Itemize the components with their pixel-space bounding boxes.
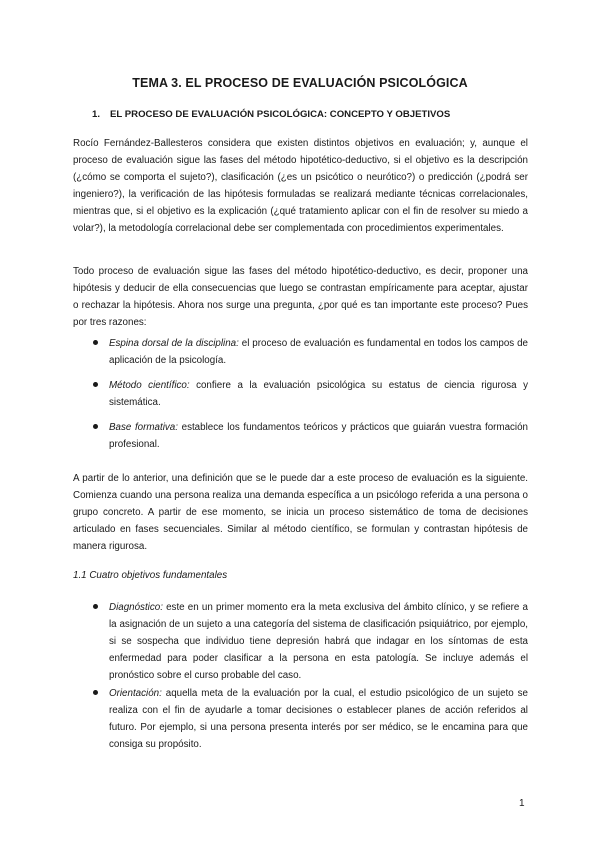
- list-item-term: Orientación:: [109, 688, 162, 699]
- list-item-body: el proceso de evaluación es fundamental en todos los campos de aplicación de la psicología.: [109, 338, 528, 366]
- list-item-text: [109, 377, 528, 411]
- document-title: TEMA 3. EL PROCESO DE EVALUACIÓN PSICOLÓGICA: [132, 76, 468, 90]
- section-heading-text: EL PROCESO DE EVALUACIÓN PSICOLÓGICA: CONCEPTO Y OBJETIVOS: [110, 109, 451, 120]
- list-item-body: este en un primer momento era la meta exclusiva del ámbito clínico, y se refiere a la asignación de un sujeto a una categoría del sistema de clasificación psiquiátrico, por ejemplo, si se sospecha que individuo tiene depresión habrá que indagar en los síntomas de esta enfermedad para poder clasificar a la persona en esta patología. Se incluye además el pronóstico sobre el curso probable del caso.: [109, 602, 528, 681]
- paragraph-definition: A partir de lo anterior, una definición que se le puede dar a este proceso de evaluación es la siguiente. Comienza cuando una persona realiza una demanda específica a un psicólogo referida a una persona o grupo concreto. A partir de ese momento, se inicia un proceso sistemático de toma de decisiones articulado en fases secuenciales. Similar al método científico, se formulan y contrastan hipótesis de manera rigurosa.: [73, 473, 528, 552]
- bullet-icon: [93, 424, 98, 429]
- bullet-icon: [93, 690, 98, 695]
- page-number: 1: [519, 798, 525, 809]
- list-item-body: establece los fundamentos teóricos y prácticos que guiarán vuestra formación profesional.: [109, 422, 528, 450]
- section-heading: [92, 109, 450, 120]
- list-item-text: [109, 419, 528, 453]
- paragraph-intro: Rocío Fernández-Ballesteros considera que existen distintos objetivos en evaluación; y, aunque el proceso de evaluación sigue las fases del método hipotético-deductivo, si el objetivo es la descripción (¿cómo se comporta el sujeto?), clasificación (¿es un psicótico o neurótico?) o predicción (¿podrá ser ingeniero?), la verificación de las hipótesis formuladas se realizará mediante técnicas correlacionales, mientras que, si el objetivo es la explicación (¿qué tratamiento aplicar con el fin de resolver su miedo a volar?), la metodología correlacional debe ser complementada con procedimientos experimentales.: [73, 138, 528, 234]
- list-item-body: aquella meta de la evaluación por la cual, el estudio psicológico de un sujeto se realiza con el fin de ayudarle a tomar decisiones o establecer planes de acción referidos al futuro. Por ejemplo, si una persona presenta interés por ser médico, se le encamina para que consiga su propósito.: [109, 688, 528, 750]
- paragraph-hypothetico-deductive: Todo proceso de evaluación sigue las fases del método hipotético-deductivo, es decir, proponer una hipótesis y deducir de ella consecuencias que luego se contrastan empíricamente para aceptar, ajustar o rechazar la hipótesis. Ahora nos surge una pregunta, ¿por qué es tan importante este proceso? Pues por tres razones:: [73, 266, 528, 328]
- subsection-heading: 1.1 Cuatro objetivos fundamentales: [73, 570, 228, 581]
- list-item-term: Diagnóstico:: [109, 602, 163, 613]
- list-item-text: [109, 599, 528, 684]
- list-item-text: [109, 685, 528, 753]
- list-item-term: Espina dorsal de la disciplina:: [109, 338, 239, 349]
- list-item-term: Base formativa:: [109, 422, 178, 433]
- list-item-term: Método científico:: [109, 380, 190, 391]
- list-item-body: confiere a la evaluación psicológica su estatus de ciencia rigurosa y sistemática.: [109, 380, 528, 408]
- section-number: 1.: [92, 109, 101, 120]
- list-item-text: [109, 335, 528, 369]
- bullet-icon: [93, 340, 98, 345]
- bullet-icon: [93, 604, 98, 609]
- bullet-icon: [93, 382, 98, 387]
